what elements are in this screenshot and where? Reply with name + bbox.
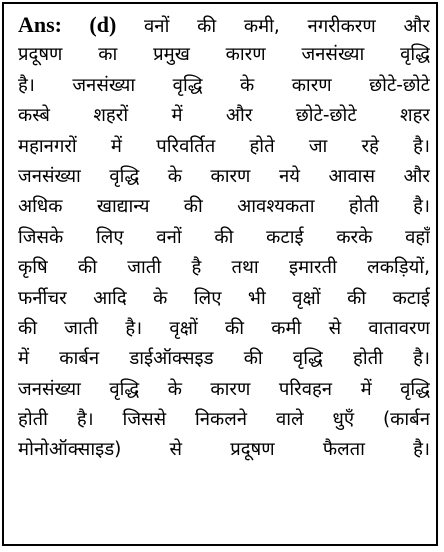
answer-line-7: अधिक खाद्यान्य की आवश्यकता होती है। (18, 196, 430, 218)
answer-line-6: जनसंख्या वृद्धि के कारण नये आवास और (18, 165, 430, 187)
answer-line-12: में कार्बन डाईऑक्सइड की वृद्धि होती है। (18, 348, 430, 370)
answer-line-1 (18, 10, 430, 40)
answer-line-2: प्रदूषण का प्रमुख कारण जनसंख्या वृद्धि (18, 44, 430, 66)
answer-box (2, 2, 438, 546)
answer-line-13: जनसंख्या वृद्धि के कारण परिवहन में वृद्धि (18, 378, 430, 400)
answer-line-9: कृषि की जाती है तथा इमारती लकड़ियों, (18, 257, 430, 279)
answer-line-4: कस्बे शहरों में और छोटे-छोटे शहर (18, 105, 430, 127)
answer-line-10: फर्नीचर आदि के लिए भी वृक्षों की कटाई (18, 287, 430, 309)
answer-label: Ans: (d) (18, 12, 117, 37)
answer-line-5: महानगरों में परिवर्तित होते जा रहे है। (18, 135, 430, 157)
answer-line-3: है। जनसंख्या वृद्धि के कारण छोटे-छोटे (18, 74, 430, 96)
answer-line-14: होती है। जिससे निकलने वाले धुएँ (कार्बन (18, 409, 430, 431)
answer-line-15: मोनोऑक्साइड) से प्रदूषण फैलता है। (18, 439, 430, 461)
answer-line-8: जिसके लिए वनों की कटाई करके वहाँ (18, 226, 430, 248)
answer-line-11: की जाती है। वृक्षों की कमी से वातावरण (18, 317, 430, 339)
answer-first-line-text: वनों की कमी, नगरीकरण और (144, 16, 430, 37)
